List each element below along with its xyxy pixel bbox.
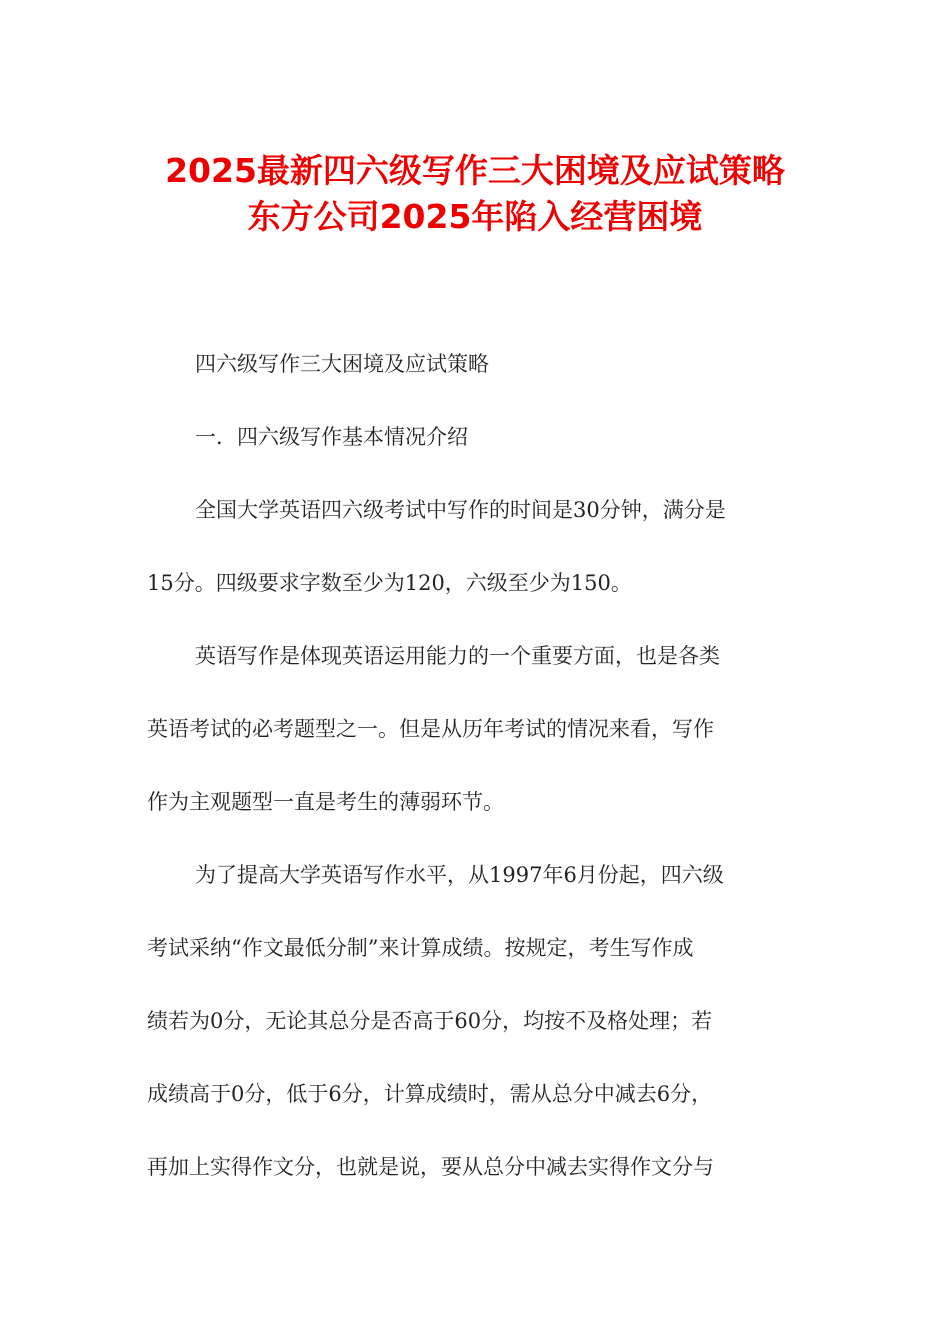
document-title: [0, 148, 950, 240]
text-line: 作为主观题型一直是考生的薄弱环节。: [147, 790, 504, 814]
text-line: 全国大学英语四六级考试中写作的时间是30分钟，满分是: [195, 498, 726, 522]
text-line: 四六级写作三大困境及应试策略: [195, 352, 489, 376]
document-body: [147, 328, 807, 1204]
paragraph-heading: [147, 328, 807, 401]
text-line: 一．四六级写作基本情况介绍: [195, 425, 468, 449]
title-line-1: 2025最新四六级写作三大困境及应试策略: [165, 151, 785, 190]
paragraph-section-heading: [147, 401, 807, 474]
paragraph-1: [147, 474, 807, 620]
text-line: 再加上实得作文分，也就是说，要从总分中减去实得作文分与: [147, 1155, 714, 1179]
paragraph-2: [147, 620, 807, 839]
text-line: 英语考试的必考题型之一。但是从历年考试的情况来看，写作: [147, 717, 714, 741]
paragraph-3: [147, 839, 807, 1204]
title-line-2: 东方公司2025年陷入经营困境: [247, 197, 703, 236]
text-line: 为了提高大学英语写作水平，从1997年6月份起，四六级: [195, 863, 724, 887]
text-line: 考试采纳“作文最低分制”来计算成绩。按规定，考生写作成: [147, 936, 694, 960]
text-line: 绩若为0分，无论其总分是否高于60分，均按不及格处理；若: [147, 1009, 713, 1033]
text-line: 英语写作是体现英语运用能力的一个重要方面，也是各类: [195, 644, 720, 668]
text-line: 成绩高于0分，低于6分，计算成绩时，需从总分中减去6分，: [147, 1082, 713, 1106]
text-line: 15分。四级要求字数至少为120，六级至少为150。: [147, 571, 632, 595]
